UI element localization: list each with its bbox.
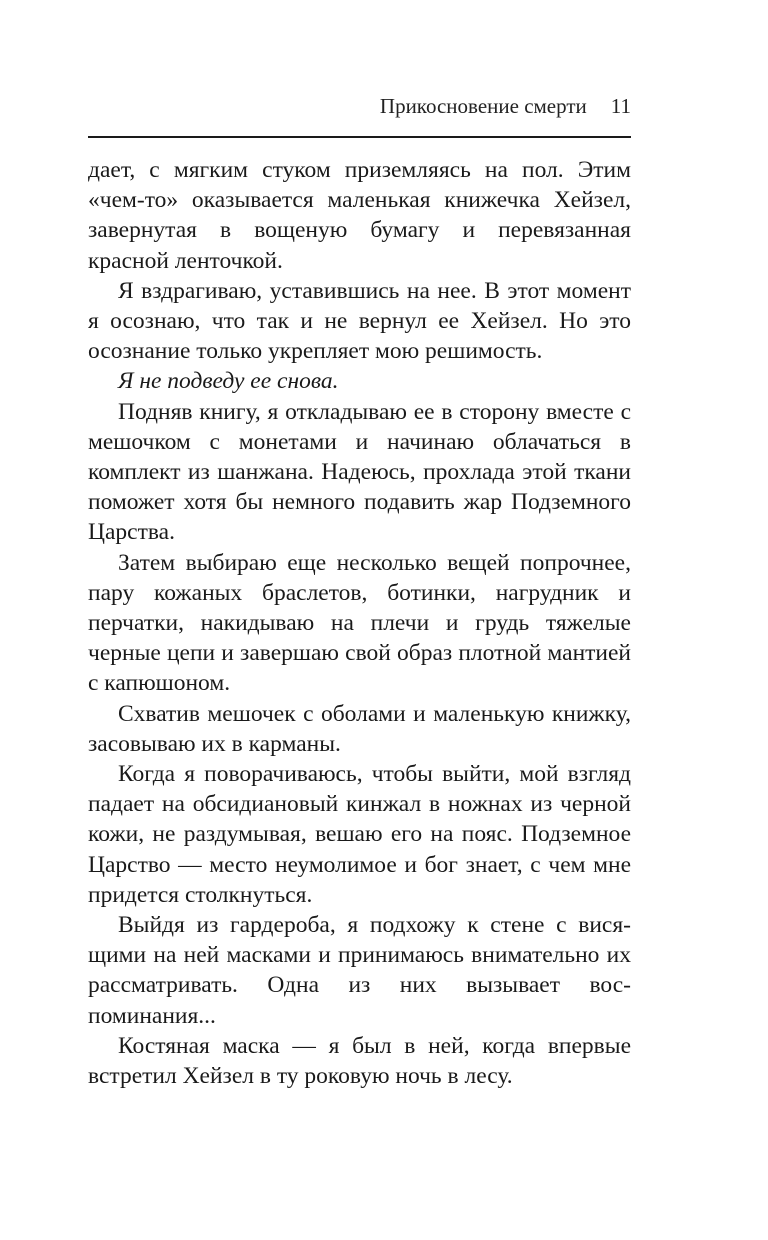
paragraph: Костяная маска — я был в ней, когда впервые встретил Хейзел в ту роковую ночь в лесу. [88,1032,631,1090]
book-title: Прикосновение смерти [379,94,587,118]
body-text [88,155,631,1091]
header-rule [88,136,631,138]
paragraph: Подняв книгу, я откладываю ее в сторону вместе с мешочком с монетами и начинаю облачаться в комплект из шанжана. Надеюсь, прохлада этой ткани поможет хотя бы немного подавить жар Подземного Царства. [88,398,631,546]
paragraph: Когда я поворачиваюсь, чтобы выйти, мой взгляд падает на обсидиановый кинжал в ножнах из черной кожи, не раздумывая, вешаю его на пояс. Подземное Царство — место неумолимое и бог знает, с чем мне придется столкнуться. [88,761,631,908]
paragraph: Затем выбираю еще несколько вещей попрочнее, пару кожаных браслетов, ботинки, нагрудник и перчатки, накидываю на плечи и грудь тяжелые черные цепи и завершаю свой образ плотной мантией с капюшоном. [88,549,631,697]
page-number: 11 [610,94,631,118]
paragraph-italic: Я не подведу ее снова. [118,368,339,395]
paragraph: Я вздрагиваю, уставившись на нее. В этот момент я осознаю, что так и не вернул ее Хейзел. Но это осознание только укрепляет мою решимость. [88,277,631,365]
paragraph: дает, с мягким стуком приземляясь на пол. Этим «чем-то» оказывается маленькая книжечка Хейзел, завернутая в вощеную бумагу и перевязанная красной ленточкой. [88,157,631,274]
running-head [88,94,631,126]
paragraph: Выйдя из гардероба, я подхожу к стене с висящими на ней масками и принимаюсь внимательно их рассматривать. Одна из них вызывает воспоминания... [88,912,631,1029]
paragraph: Схватив мешочек с оболами и маленькую книжку, засовываю их в карманы. [88,700,631,757]
